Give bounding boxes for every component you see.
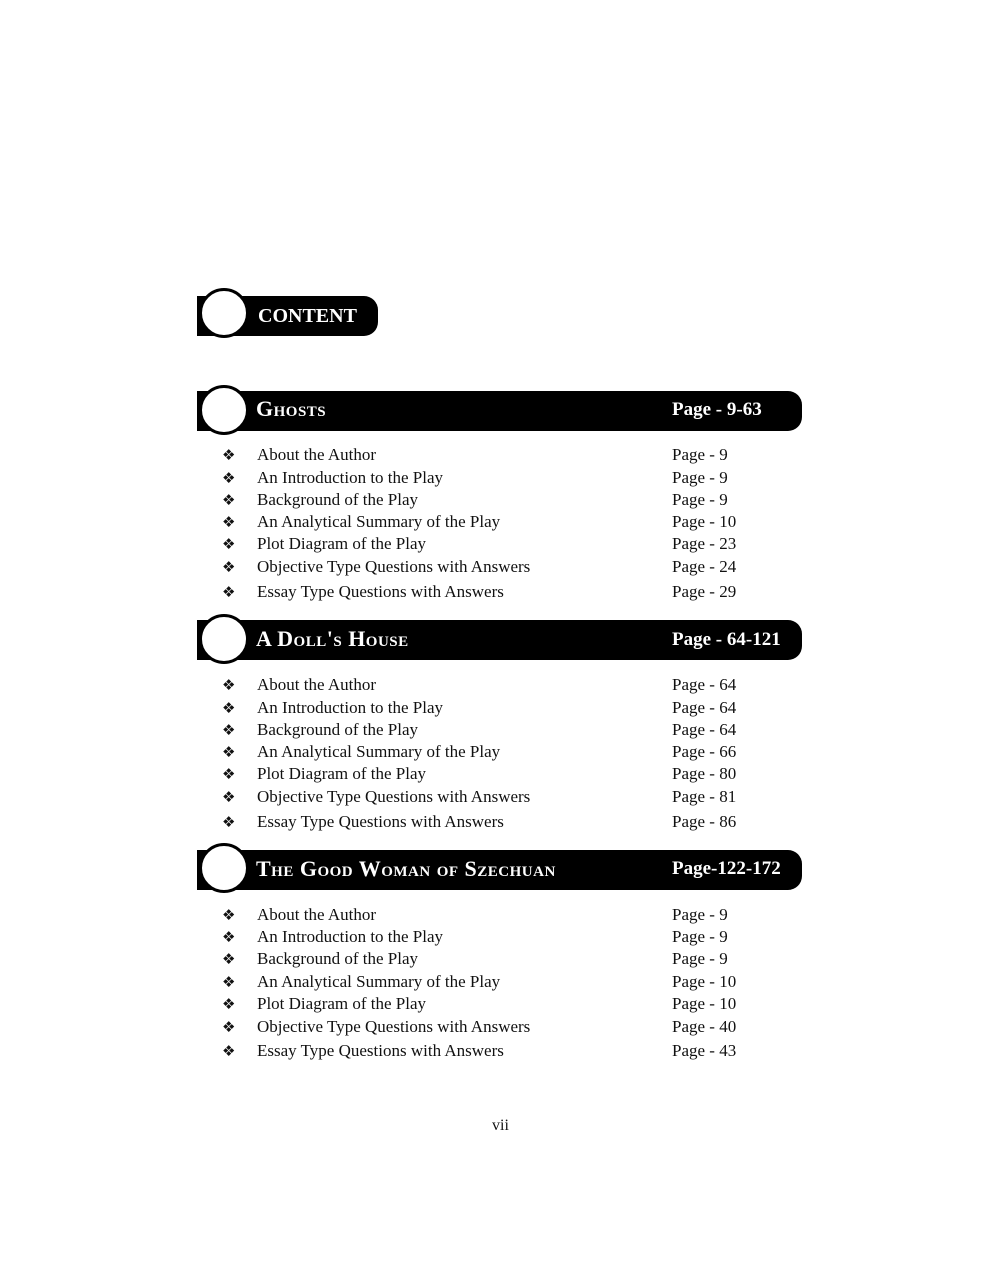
bullet-icon: ❖ (222, 721, 236, 739)
toc-item-page: Page - 43 (672, 1041, 737, 1060)
section-pages: Page - 64-121 (672, 629, 781, 650)
bullet-icon: ❖ (222, 491, 236, 509)
bullet-icon: ❖ (222, 906, 236, 924)
toc-item-page: Page - 81 (672, 787, 737, 806)
bullet-icon: ❖ (222, 928, 236, 946)
toc-item[interactable] (222, 950, 418, 967)
section-circle-icon (199, 385, 249, 435)
toc-item[interactable] (222, 446, 376, 463)
section-pages: Page - 9-63 (672, 399, 762, 420)
section-circle-icon (199, 614, 249, 664)
bullet-icon: ❖ (222, 813, 236, 831)
section-title: The Good Woman of Szechuan (256, 856, 556, 881)
toc-item-page: Page - 66 (672, 742, 737, 761)
toc-item-label: Essay Type Questions with Answers (257, 812, 504, 831)
toc-item-label: About the Author (257, 675, 376, 694)
section-circle-icon (199, 843, 249, 893)
bullet-icon: ❖ (222, 973, 236, 991)
toc-item[interactable] (222, 743, 500, 760)
toc-item-page: Page - 9 (672, 905, 728, 924)
toc-item-label: Essay Type Questions with Answers (257, 582, 504, 601)
toc-item[interactable] (222, 995, 426, 1012)
toc-item-label: An Analytical Summary of the Play (257, 512, 501, 531)
toc-item-label: Objective Type Questions with Answers (257, 557, 531, 576)
bullet-icon: ❖ (222, 446, 236, 464)
bullet-icon: ❖ (222, 1018, 236, 1036)
toc-item[interactable] (222, 1042, 504, 1059)
toc-item[interactable] (222, 721, 418, 738)
bullet-icon: ❖ (222, 699, 236, 717)
content-heading-circle-icon (199, 288, 249, 338)
toc-item[interactable] (222, 973, 500, 990)
toc-item-label: Background of the Play (257, 949, 418, 968)
toc-item[interactable] (222, 699, 443, 716)
toc-item[interactable] (222, 469, 443, 486)
toc-item[interactable] (222, 676, 376, 693)
toc-item-page: Page - 29 (672, 582, 737, 601)
bullet-icon: ❖ (222, 469, 236, 487)
toc-item-page: Page - 10 (672, 994, 737, 1013)
content-heading: CONTENT (258, 305, 357, 327)
bullet-icon: ❖ (222, 558, 236, 576)
bullet-icon: ❖ (222, 995, 236, 1013)
bullet-icon: ❖ (222, 676, 236, 694)
toc-item-label: Background of the Play (257, 490, 418, 509)
toc-item-page: Page - 80 (672, 764, 737, 783)
toc-item-label: Objective Type Questions with Answers (257, 1017, 531, 1036)
toc-item-label: Objective Type Questions with Answers (257, 787, 531, 806)
toc-item-page: Page - 40 (672, 1017, 737, 1036)
toc-item[interactable] (222, 535, 426, 552)
bullet-icon: ❖ (222, 788, 236, 806)
toc-item-label: An Analytical Summary of the Play (257, 742, 501, 761)
toc-item[interactable] (222, 558, 530, 575)
section-pages: Page-122-172 (672, 858, 781, 879)
toc-item-page: Page - 9 (672, 445, 728, 464)
toc-item-page: Page - 10 (672, 972, 737, 991)
toc-item-label: Background of the Play (257, 720, 418, 739)
toc-item[interactable] (222, 928, 443, 945)
toc-item-label: An Analytical Summary of the Play (257, 972, 501, 991)
toc-item[interactable] (222, 513, 500, 530)
toc-item-page: Page - 64 (672, 720, 737, 739)
bullet-icon: ❖ (222, 513, 236, 531)
toc-item-label: About the Author (257, 905, 376, 924)
toc-item[interactable] (222, 583, 504, 600)
toc-item[interactable] (222, 1018, 530, 1035)
bullet-icon: ❖ (222, 743, 236, 761)
toc-item[interactable] (222, 788, 530, 805)
toc-item-label: Plot Diagram of the Play (257, 534, 427, 553)
toc-item-page: Page - 64 (672, 698, 737, 717)
toc-item-page: Page - 9 (672, 490, 728, 509)
bullet-icon: ❖ (222, 1042, 236, 1060)
toc-item-label: An Introduction to the Play (257, 927, 444, 946)
bullet-icon: ❖ (222, 950, 236, 968)
bullet-icon: ❖ (222, 535, 236, 553)
toc-item-label: Plot Diagram of the Play (257, 994, 427, 1013)
section-title: Ghosts (256, 396, 327, 421)
toc-item-label: Plot Diagram of the Play (257, 764, 427, 783)
toc-item-page: Page - 9 (672, 927, 728, 946)
toc-item[interactable] (222, 765, 426, 782)
toc-item[interactable] (222, 491, 418, 508)
toc-item-label: An Introduction to the Play (257, 698, 444, 717)
bullet-icon: ❖ (222, 765, 236, 783)
toc-item-label: About the Author (257, 445, 376, 464)
section-title: A Doll's House (256, 626, 409, 651)
toc-item-page: Page - 10 (672, 512, 737, 531)
toc-item[interactable] (222, 906, 376, 923)
page-number: vii (492, 1117, 509, 1134)
toc-item-page: Page - 9 (672, 468, 728, 487)
toc-item-page: Page - 24 (672, 557, 737, 576)
toc-item-page: Page - 9 (672, 949, 728, 968)
toc-item-page: Page - 64 (672, 675, 737, 694)
toc-item[interactable] (222, 813, 504, 830)
bullet-icon: ❖ (222, 583, 236, 601)
toc-item-label: Essay Type Questions with Answers (257, 1041, 504, 1060)
toc-item-label: An Introduction to the Play (257, 468, 444, 487)
toc-item-page: Page - 23 (672, 534, 737, 553)
toc-item-page: Page - 86 (672, 812, 737, 831)
